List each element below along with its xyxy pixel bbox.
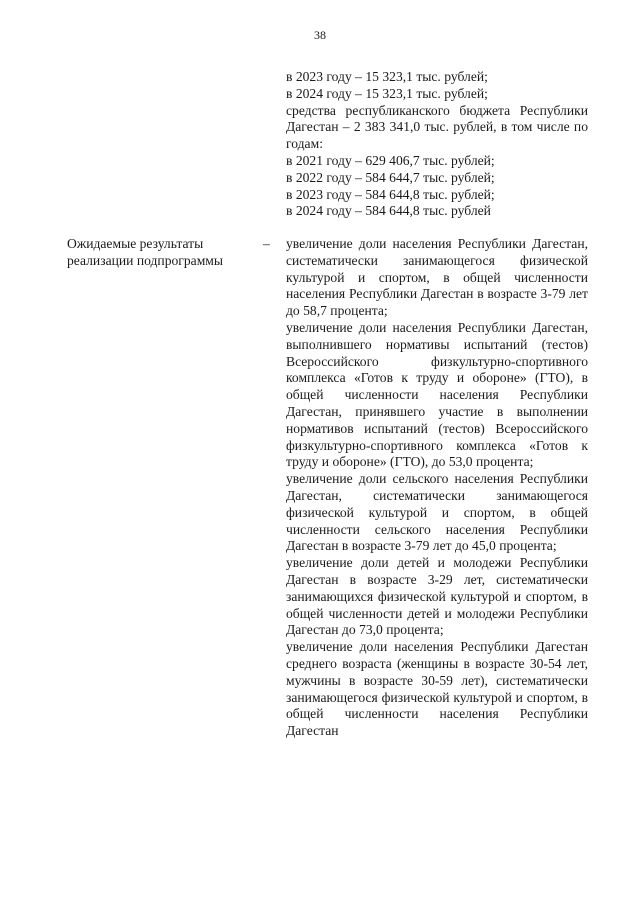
republic-budget-line: в 2021 году – 629 406,7 тыс. рублей; [286, 152, 495, 168]
result-item: увеличение доли населения Республики Дагестан среднего возраста (женщины в возрасте 30-54 лет, мужчины в возрасте 30-59 лет), систематически занимающегося физической культурой и спортом, в общей численности населения Республики Дагестан [286, 639, 588, 739]
republic-budget-line: в 2024 году – 584 644,8 тыс. рублей [286, 203, 491, 219]
funding-line: в 2023 году – 15 323,1 тыс. рублей; [286, 69, 488, 84]
republic-budget-line: в 2022 году – 584 644,7 тыс. рублей; [286, 169, 495, 185]
result-item: увеличение доли детей и молодежи Республики Дагестан в возрасте 3-29 лет, систематически занимающихся физической культурой и спортом, в общей численности детей и молодежи Республики Дагестан до 73,0 процента; [286, 555, 588, 638]
results-list [286, 236, 588, 740]
row-dash: – [263, 236, 270, 251]
result-item: увеличение доли населения Республики Дагестан, выполнившего нормативы испытаний (тестов) Всероссийского физкультурно-спортивного комплекса «Готов к труду и обороне» (ГТО), в общей численности населения Республики Дагестан, принявшего участие в выполнении нормативов испытаний (тестов) Всероссийского физкультурно-спортивного комплекса «Готов к труду и обороне» (ГТО), до 53,0 процента; [286, 319, 588, 470]
result-item: увеличение доли сельского населения Республики Дагестан, систематически занимающегося физической культурой и спортом, в общей численности сельского населения Республики Дагестан в возрасте 3-79 лет до 45,0 процента; [286, 471, 588, 554]
funding-line: в 2024 году – 15 323,1 тыс. рублей; [286, 85, 488, 101]
results-label: Ожидаемые результаты реализации подпрограммы [67, 236, 224, 268]
republic-budget-line: в 2023 году – 584 644,8 тыс. рублей; [286, 186, 495, 202]
page-number: 38 [314, 28, 326, 42]
result-item: увеличение доли населения Республики Дагестан, систематически занимающегося физической культурой и спортом, в общей численности населения Республики Дагестан в возрасте 3-79 лет до 58,7 процента; [286, 236, 588, 319]
republic-budget-text: средства республиканского бюджета Республики Дагестан – 2 383 341,0 тыс. рублей, в том числе по годам: [286, 102, 588, 152]
funding-block [286, 69, 588, 220]
